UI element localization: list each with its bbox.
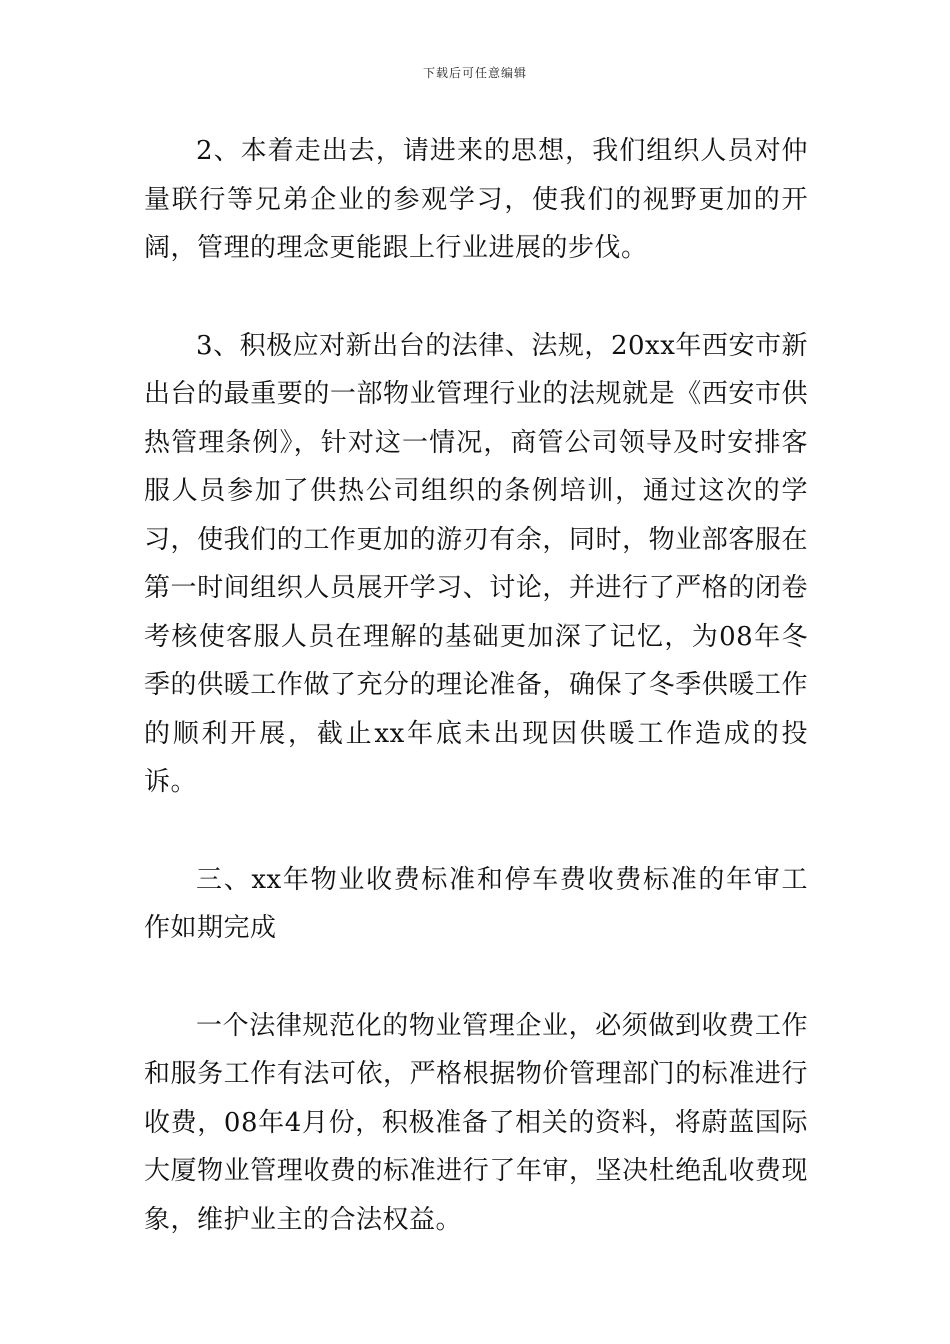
paragraph-fee-standards: 一个法律规范化的物业管理企业，必须做到收费工作和服务工作有法可依，严格根据物价管理部门的标准进行收费，08年4月份，积极准备了相关的资料，将蔚蓝国际大厦物业管理收费的标准进行了年审，坚决杜绝乱收费现象，维护业主的合法权益。 (144, 1010, 808, 1235)
page-header-note: 下载后可任意编辑 (422, 66, 527, 80)
section-heading-fee-review: 三、xx年物业收费标准和停车费收费标准的年审工作如期完成 (144, 864, 808, 943)
document-body (144, 127, 808, 1244)
paragraph-item-3-heating-regulation: 3、积极应对新出台的法律、法规，20xx年西安市新出台的最重要的一部物业管理行业的法规就是《西安市供热管理条例》，针对这一情况，商管公司领导及时安排客服人员参加了供热公司组织的条例培训，通过这次的学习，使我们的工作更加的游刃有余，同时，物业部客服在第一时间组织人员展开学习、讨论，并进行了严格的闭卷考核使客服人员在理解的基础更加深了记忆，为08年冬季的供暖工作做了充分的理论准备，确保了冬季供暖工作的顺利开展，截止xx年底未出现因供暖工作造成的投诉。 (144, 330, 808, 797)
paragraph-item-2-study-visit: 2、本着走出去，请进来的思想，我们组织人员对仲量联行等兄弟企业的参观学习，使我们的视野更加的开阔，管理的理念更能跟上行业进展的步伐。 (144, 136, 808, 263)
